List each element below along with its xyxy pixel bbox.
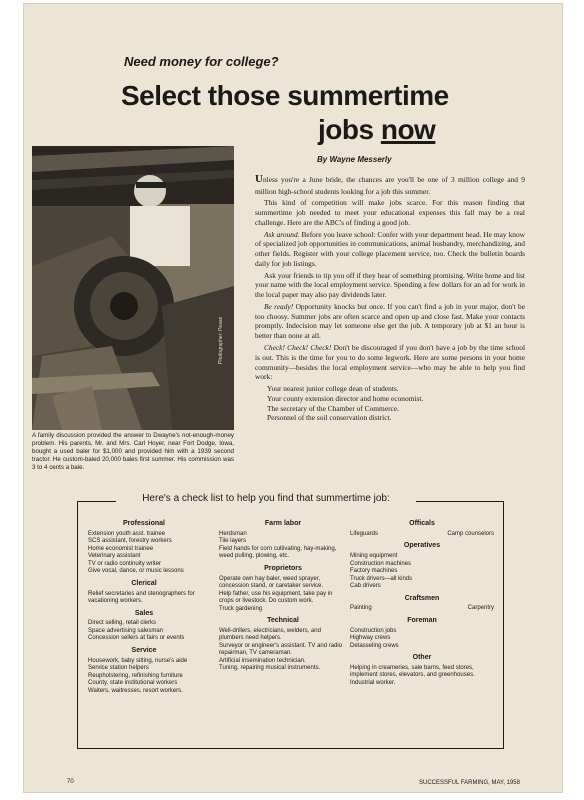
- paragraph-5: Be ready! Opportunity knocks but once. If you can't find a job in your major, don't be too choosy. Summer jobs are often scarce and open up and close fast. Make your contacts promptly. Indecision may let someone else get the job. A temporary job at $1 an hour is better than none at all.: [255, 301, 525, 341]
- list-item: Truck gardening: [219, 605, 263, 612]
- list-item: Painting: [350, 605, 372, 612]
- list-item: Give vocal, dance, or music lessons: [88, 568, 184, 575]
- heading-clerical: Clerical: [131, 579, 157, 587]
- list-item: Camp counselors: [447, 530, 494, 537]
- contact-item: Your nearest junior college dean of students.: [267, 384, 399, 394]
- list-item: Housework, baby sitting, nurse's aide: [88, 657, 188, 664]
- heading-craftsmen: Craftsmen: [404, 594, 440, 602]
- photo-credit: Photographer: Pease: [218, 316, 224, 364]
- checklist-column-1: [88, 516, 200, 695]
- list-item: County, state institutional workers: [88, 680, 178, 686]
- list-item: Reupholstering, refinishing furniture: [88, 672, 183, 679]
- list-item: Lifeguards: [350, 530, 379, 537]
- list-item: Direct selling, retail clerks: [88, 620, 157, 627]
- checklist-box: [77, 501, 504, 749]
- list-item: Tile layers: [219, 538, 247, 545]
- contact-item: The secretary of the Chamber of Commerce.: [267, 403, 399, 413]
- list-item: Surveyor or engineer's assistant. TV and radio repairman, TV cameraman.: [219, 642, 343, 657]
- paragraph-1: Unless you're a June bride, the chances are you'll be one of 3 million college and 9 million high-school students looking for a job this summer.: [255, 173, 525, 196]
- list-item: Factory machines: [350, 568, 398, 574]
- heading-operatives: Operatives: [403, 542, 441, 550]
- heading-service: Service: [131, 646, 157, 654]
- heading-sales: Sales: [134, 609, 154, 617]
- article-body: [255, 172, 525, 423]
- heading-farm-labor: Farm labor: [264, 520, 302, 527]
- list-item: Space advertising salesman: [88, 627, 164, 634]
- paragraph-3: Ask around. Before you leave school: Confer with your department head. He may know of specialized job opportunities in communications, animal husbandry, merchandizing, and other fields. Register with your college placement service, too. Check the bulletin boards daily for job listings.: [255, 229, 525, 268]
- list-item: Relief secretaries and stenographers for vacationing workers.: [88, 590, 195, 604]
- list-item: Detasseling crews: [350, 642, 399, 649]
- list-item: Help father, use his equipment, take pay in crops or livestock. Do custom work.: [219, 590, 333, 604]
- headline-line-1: Select those summertime: [121, 80, 449, 111]
- list-item: Tuning, repairing musical instruments.: [219, 665, 321, 672]
- list-item: Herdsman: [219, 530, 247, 537]
- contact-item: Your county extension director and home economist.: [267, 393, 424, 403]
- contact-item: Personnel of the soil conservation district.: [267, 413, 392, 423]
- craftsmen-row: [350, 605, 494, 613]
- list-item: Highway crews: [350, 635, 391, 641]
- paragraph-2: This kind of competition will make jobs scarce. For this reason finding that summertime job needed to meet your educational expenses this fall may be a real challenge. Here are the ABC's of finding a good job.: [255, 198, 525, 227]
- magazine-page: [24, 4, 562, 792]
- list-item: Cab drivers: [350, 583, 381, 589]
- heading-other: Other: [412, 654, 432, 661]
- paragraph-6: Check! Check! Check! Don't be discouraged if you don't have a job by the time school is out. This is the time for you to do some legwork. Here are some persons in your home community—besides the local employment service—who may be able to help you find work:: [255, 343, 525, 382]
- officals-row: [350, 531, 494, 539]
- list-item: SCS assistant, forestry workers: [88, 538, 172, 545]
- headline-line-2: [318, 116, 538, 144]
- list-item: Extension youth asst. trainee: [88, 530, 166, 537]
- list-item: Operate own hay baler, weed sprayer, concession stand, or caretaker service.: [219, 575, 324, 589]
- byline: By Wayne Messerly: [317, 155, 392, 164]
- publication-footer: SUCCESSFUL FARMING, MAY, 1958: [419, 780, 520, 786]
- list-item: Concession sellers at fairs or events: [88, 635, 185, 642]
- paragraph-4: Ask your friends to tip you off if they hear of something promising. Write home and list your name with the local employment service. Spending a few dollars for an ad for work in the local paper may also pay dividends later.: [255, 270, 525, 300]
- list-item: Well-drillers, electricians, welders, and plumbers need helpers.: [219, 627, 321, 642]
- checklist-column-3: [350, 516, 494, 687]
- list-item: Truck drivers—all kinds: [350, 575, 413, 582]
- list-item: Construction machines: [350, 560, 412, 567]
- page-number: 70: [67, 779, 74, 785]
- list-item: Artificial insemination technician.: [219, 657, 306, 664]
- list-item: Service station helpers: [88, 665, 149, 671]
- heading-officals: Officals: [409, 520, 435, 527]
- heading-foreman: Foreman: [407, 616, 437, 624]
- list-item: Home economist trainee: [88, 545, 154, 552]
- heading-proprietors: Proprietors: [264, 564, 302, 572]
- headline-jobs: jobs: [318, 114, 381, 145]
- initial-letter: U: [255, 173, 263, 185]
- list-item: Helping in creameries, sale barns, feed stores, implement stores, elevators, and greenhouses. Industrial worker.: [350, 664, 475, 686]
- list-item: Veterinary assistant: [88, 553, 141, 560]
- heading-technical: Technical: [267, 617, 299, 624]
- list-item: Carpentry: [467, 605, 494, 612]
- headline-now: now: [380, 114, 436, 145]
- list-item: Mining equipment: [350, 553, 398, 559]
- list-item: Construction jobs: [350, 627, 397, 634]
- list-item: Field hands for corn cultivating, hay-making, weed pulling, plowing, etc.: [219, 545, 337, 560]
- photo-caption: A family discussion provided the answer to Dwayne's not-enough-money problem. His parents, Mr. and Mrs. Carl Hoyer, near Fort Dodge, Iowa, bought a used baler for $1,000 and provided him with a 1939 second tractor. He custom-baled 20,000 bales first summer. His commission was 3 to 4 cents a bale.: [32, 432, 234, 472]
- checklist-title: Here's a check list to help you find that summertime job:: [116, 493, 416, 504]
- list-item: Waiters, waitresses, resort workers.: [88, 687, 183, 694]
- farm-baler-photo: [32, 146, 234, 430]
- kicker: Need money for college?: [124, 54, 279, 69]
- list-item: TV or radio continuity writer: [88, 560, 162, 567]
- heading-professional: Professional: [122, 520, 165, 527]
- checklist-column-2: [219, 516, 347, 673]
